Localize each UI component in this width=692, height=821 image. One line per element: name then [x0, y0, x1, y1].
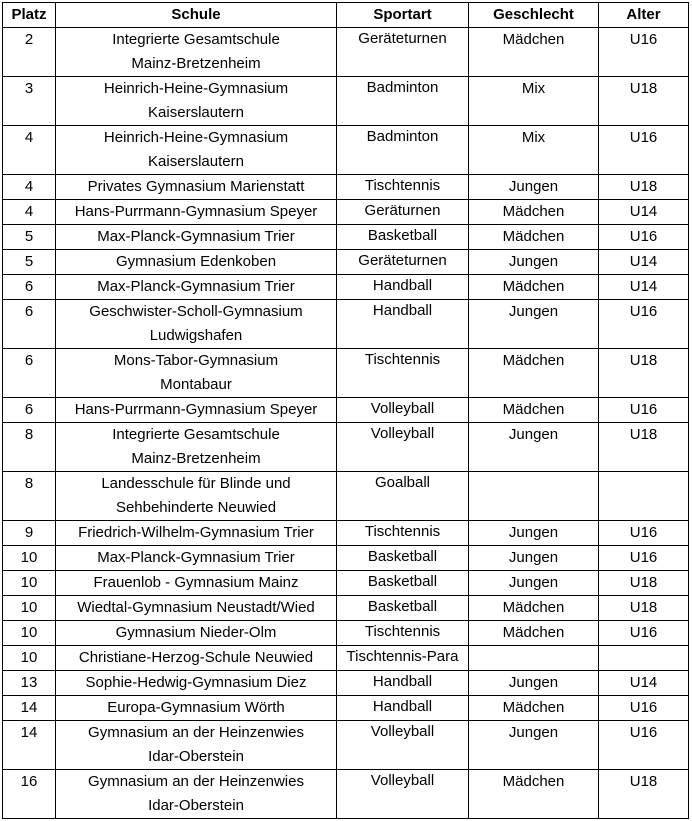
- table-row: [3, 596, 689, 621]
- cell-platz: [3, 596, 56, 621]
- sportart-value: Basketball: [367, 548, 438, 565]
- cell-sportart: [337, 596, 469, 621]
- cell-alter: [599, 126, 689, 175]
- cell-alter: [599, 646, 689, 671]
- cell-alter: [599, 596, 689, 621]
- schule-line: Mainz-Bretzenheim: [131, 450, 261, 467]
- schule-line: Frauenlob - Gymnasium Mainz: [93, 574, 299, 591]
- alter-value: U18: [629, 599, 658, 616]
- sportart-value: Geräteturnen: [358, 252, 447, 269]
- cell-sportart: [337, 200, 469, 225]
- schule-line: Idar-Oberstein: [148, 748, 244, 765]
- sportart-value: Volleyball: [370, 425, 435, 442]
- cell-sportart: [337, 225, 469, 250]
- sportart-value: Handball: [372, 302, 433, 319]
- cell-schule: [56, 423, 337, 472]
- cell-platz: [3, 300, 56, 349]
- cell-geschlecht: [469, 521, 599, 546]
- platz-value: 6: [24, 278, 34, 295]
- cell-schule: [56, 200, 337, 225]
- alter-value: U16: [629, 724, 658, 741]
- alter-value: U16: [629, 31, 658, 48]
- geschlecht-value: Jungen: [508, 426, 559, 443]
- cell-platz: [3, 671, 56, 696]
- schule-line: Privates Gymnasium Marienstatt: [87, 178, 305, 195]
- cell-schule: [56, 521, 337, 546]
- cell-platz: [3, 200, 56, 225]
- cell-platz: [3, 126, 56, 175]
- cell-sportart: [337, 696, 469, 721]
- cell-sportart: [337, 175, 469, 200]
- cell-sportart: [337, 546, 469, 571]
- cell-alter: [599, 300, 689, 349]
- cell-geschlecht: [469, 571, 599, 596]
- cell-alter: [599, 571, 689, 596]
- platz-value: 6: [24, 401, 34, 418]
- cell-schule: [56, 349, 337, 398]
- table-row: [3, 200, 689, 225]
- geschlecht-value: Mädchen: [502, 352, 565, 369]
- cell-sportart: [337, 646, 469, 671]
- geschlecht-value: Mädchen: [502, 599, 565, 616]
- table-row: [3, 225, 689, 250]
- cell-alter: [599, 398, 689, 423]
- schule-line: Max-Planck-Gymnasium Trier: [97, 228, 295, 245]
- cell-sportart: [337, 398, 469, 423]
- cell-platz: [3, 646, 56, 671]
- platz-value: 9: [24, 524, 34, 541]
- platz-value: 2: [24, 31, 34, 48]
- cell-platz: [3, 770, 56, 819]
- sportart-value: Geräteturnen: [358, 30, 447, 47]
- alter-value: U14: [629, 674, 658, 691]
- cell-platz: [3, 546, 56, 571]
- schule-line: Integrierte Gesamtschule: [112, 31, 280, 48]
- cell-sportart: [337, 721, 469, 770]
- platz-value: 10: [20, 599, 38, 616]
- cell-alter: [599, 472, 689, 521]
- cell-sportart: [337, 28, 469, 77]
- sportart-value: Tischtennis: [364, 351, 441, 368]
- cell-geschlecht: [469, 770, 599, 819]
- sportart-value: Tischtennis-Para: [346, 648, 459, 665]
- alter-value: U16: [629, 549, 658, 566]
- alter-value: U18: [629, 80, 658, 97]
- alter-value: U18: [629, 352, 658, 369]
- platz-value: 14: [20, 724, 38, 741]
- schule-line: Ludwigshafen: [149, 327, 243, 344]
- geschlecht-value: Mädchen: [502, 773, 565, 790]
- cell-geschlecht: [469, 671, 599, 696]
- schule-line: Gymnasium an der Heinzenwies: [88, 773, 304, 790]
- alter-value: U16: [629, 524, 658, 541]
- schule-line: Idar-Oberstein: [148, 797, 244, 814]
- schule-line: Integrierte Gesamtschule: [112, 426, 280, 443]
- cell-alter: [599, 77, 689, 126]
- cell-platz: [3, 275, 56, 300]
- geschlecht-value: Jungen: [508, 524, 559, 541]
- cell-alter: [599, 349, 689, 398]
- platz-value: 13: [20, 674, 38, 691]
- cell-schule: [56, 28, 337, 77]
- cell-alter: [599, 28, 689, 77]
- platz-value: 6: [24, 352, 34, 369]
- cell-schule: [56, 175, 337, 200]
- table-row: [3, 621, 689, 646]
- cell-geschlecht: [469, 250, 599, 275]
- schule-line: Montabaur: [160, 376, 232, 393]
- table-row: [3, 398, 689, 423]
- cell-geschlecht: [469, 646, 599, 671]
- geschlecht-value: Jungen: [508, 253, 559, 270]
- table-row: [3, 423, 689, 472]
- platz-value: 4: [24, 178, 34, 195]
- schule-line: Friedrich-Wilhelm-Gymnasium Trier: [78, 524, 314, 541]
- platz-value: 10: [20, 549, 38, 566]
- cell-sportart: [337, 77, 469, 126]
- table-row: [3, 300, 689, 349]
- header-sportart: Sportart: [337, 3, 469, 28]
- sportart-value: Tischtennis: [364, 177, 441, 194]
- cell-geschlecht: [469, 423, 599, 472]
- schule-line: Mons-Tabor-Gymnasium: [113, 352, 279, 369]
- cell-geschlecht: [469, 28, 599, 77]
- cell-sportart: [337, 423, 469, 472]
- cell-schule: [56, 646, 337, 671]
- schule-line: Europa-Gymnasium Wörth: [107, 699, 285, 716]
- cell-geschlecht: [469, 77, 599, 126]
- cell-alter: [599, 721, 689, 770]
- sportart-value: Volleyball: [370, 723, 435, 740]
- platz-value: 10: [20, 624, 38, 641]
- cell-platz: [3, 721, 56, 770]
- cell-platz: [3, 225, 56, 250]
- alter-value: U14: [629, 203, 658, 220]
- results-table: [2, 2, 689, 819]
- alter-value: U16: [629, 303, 658, 320]
- schule-line: Sophie-Hedwig-Gymnasium Diez: [85, 674, 307, 691]
- alter-value: U16: [629, 129, 658, 146]
- cell-geschlecht: [469, 696, 599, 721]
- cell-geschlecht: [469, 175, 599, 200]
- platz-value: 4: [24, 203, 34, 220]
- cell-alter: [599, 200, 689, 225]
- schule-line: Hans-Purrmann-Gymnasium Speyer: [74, 401, 318, 418]
- schule-line: Mainz-Bretzenheim: [131, 55, 261, 72]
- geschlecht-value: Mix: [521, 129, 546, 146]
- schule-line: Sehbehinderte Neuwied: [115, 499, 277, 516]
- cell-sportart: [337, 571, 469, 596]
- cell-sportart: [337, 275, 469, 300]
- header-geschlecht: Geschlecht: [469, 3, 599, 28]
- schule-line: Geschwister-Scholl-Gymnasium: [89, 303, 303, 320]
- table-row: [3, 175, 689, 200]
- schule-line: Kaiserslautern: [148, 104, 244, 121]
- platz-value: 5: [24, 253, 34, 270]
- cell-geschlecht: [469, 721, 599, 770]
- table-row: [3, 521, 689, 546]
- cell-platz: [3, 423, 56, 472]
- sportart-value: Basketball: [367, 573, 438, 590]
- table-row: [3, 546, 689, 571]
- cell-platz: [3, 77, 56, 126]
- cell-alter: [599, 521, 689, 546]
- alter-value: U16: [629, 401, 658, 418]
- cell-geschlecht: [469, 200, 599, 225]
- cell-sportart: [337, 621, 469, 646]
- cell-platz: [3, 398, 56, 423]
- cell-schule: [56, 671, 337, 696]
- alter-value: U14: [629, 253, 658, 270]
- sportart-value: Handball: [372, 673, 433, 690]
- cell-schule: [56, 250, 337, 275]
- schule-line: Christiane-Herzog-Schule Neuwied: [78, 649, 314, 666]
- table-row: [3, 671, 689, 696]
- platz-value: 8: [24, 426, 34, 443]
- sportart-value: Handball: [372, 277, 433, 294]
- alter-value: U18: [629, 574, 658, 591]
- alter-value: U16: [629, 624, 658, 641]
- sportart-value: Handball: [372, 698, 433, 715]
- platz-value: 4: [24, 129, 34, 146]
- cell-geschlecht: [469, 349, 599, 398]
- cell-alter: [599, 696, 689, 721]
- cell-sportart: [337, 472, 469, 521]
- platz-value: 3: [24, 80, 34, 97]
- sportart-value: Geräturnen: [364, 202, 441, 219]
- cell-schule: [56, 721, 337, 770]
- geschlecht-value: Jungen: [508, 549, 559, 566]
- geschlecht-value: Mädchen: [502, 31, 565, 48]
- geschlecht-value: Jungen: [508, 674, 559, 691]
- cell-alter: [599, 546, 689, 571]
- cell-geschlecht: [469, 300, 599, 349]
- alter-value: U16: [629, 228, 658, 245]
- cell-schule: [56, 472, 337, 521]
- geschlecht-value: Jungen: [508, 303, 559, 320]
- header-schule: Schule: [56, 3, 337, 28]
- cell-alter: [599, 225, 689, 250]
- platz-value: 16: [20, 773, 38, 790]
- schule-line: Gymnasium Edenkoben: [115, 253, 277, 270]
- schule-line: Gymnasium Nieder-Olm: [115, 624, 277, 641]
- cell-platz: [3, 250, 56, 275]
- cell-schule: [56, 546, 337, 571]
- cell-alter: [599, 175, 689, 200]
- cell-geschlecht: [469, 546, 599, 571]
- cell-alter: [599, 250, 689, 275]
- schule-line: Gymnasium an der Heinzenwies: [88, 724, 304, 741]
- cell-alter: [599, 770, 689, 819]
- geschlecht-value: Mädchen: [502, 401, 565, 418]
- alter-value: U18: [629, 426, 658, 443]
- sportart-value: Tischtennis: [364, 623, 441, 640]
- table-row: [3, 349, 689, 398]
- sportart-value: Basketball: [367, 227, 438, 244]
- table-row: [3, 571, 689, 596]
- platz-value: 6: [24, 303, 34, 320]
- cell-schule: [56, 300, 337, 349]
- cell-geschlecht: [469, 596, 599, 621]
- schule-line: Heinrich-Heine-Gymnasium: [103, 129, 289, 146]
- cell-platz: [3, 28, 56, 77]
- cell-alter: [599, 275, 689, 300]
- platz-value: 10: [20, 574, 38, 591]
- cell-schule: [56, 126, 337, 175]
- cell-schule: [56, 621, 337, 646]
- alter-value: U18: [629, 773, 658, 790]
- cell-alter: [599, 621, 689, 646]
- schule-line: Landesschule für Blinde und: [101, 475, 291, 492]
- sportart-value: Volleyball: [370, 400, 435, 417]
- schule-line: Max-Planck-Gymnasium Trier: [97, 549, 295, 566]
- cell-platz: [3, 696, 56, 721]
- cell-schule: [56, 225, 337, 250]
- cell-schule: [56, 571, 337, 596]
- geschlecht-value: Mädchen: [502, 278, 565, 295]
- geschlecht-value: Mix: [521, 80, 546, 97]
- alter-value: U14: [629, 278, 658, 295]
- cell-sportart: [337, 770, 469, 819]
- sportart-value: Goalball: [374, 474, 431, 491]
- table-body: [3, 28, 689, 819]
- cell-sportart: [337, 349, 469, 398]
- table-row: [3, 275, 689, 300]
- table-row: [3, 472, 689, 521]
- sportart-value: Badminton: [366, 128, 439, 145]
- platz-value: 14: [20, 699, 38, 716]
- geschlecht-value: Mädchen: [502, 203, 565, 220]
- cell-geschlecht: [469, 398, 599, 423]
- header-platz: Platz: [3, 3, 56, 28]
- cell-schule: [56, 275, 337, 300]
- schule-line: Max-Planck-Gymnasium Trier: [97, 278, 295, 295]
- geschlecht-value: Mädchen: [502, 699, 565, 716]
- sportart-value: Basketball: [367, 598, 438, 615]
- table-row: [3, 646, 689, 671]
- schule-line: Hans-Purrmann-Gymnasium Speyer: [74, 203, 318, 220]
- cell-sportart: [337, 126, 469, 175]
- cell-platz: [3, 571, 56, 596]
- geschlecht-value: Mädchen: [502, 624, 565, 641]
- geschlecht-value: Mädchen: [502, 228, 565, 245]
- sportart-value: Badminton: [366, 79, 439, 96]
- cell-platz: [3, 472, 56, 521]
- alter-value: U18: [629, 178, 658, 195]
- geschlecht-value: Jungen: [508, 724, 559, 741]
- table-row: [3, 126, 689, 175]
- table-row: [3, 77, 689, 126]
- cell-sportart: [337, 250, 469, 275]
- cell-alter: [599, 423, 689, 472]
- cell-schule: [56, 398, 337, 423]
- alter-value: U16: [629, 699, 658, 716]
- cell-schule: [56, 596, 337, 621]
- cell-geschlecht: [469, 126, 599, 175]
- table-row: [3, 250, 689, 275]
- cell-geschlecht: [469, 621, 599, 646]
- schule-line: Wiedtal-Gymnasium Neustadt/Wied: [77, 599, 315, 616]
- cell-platz: [3, 621, 56, 646]
- cell-alter: [599, 671, 689, 696]
- cell-schule: [56, 77, 337, 126]
- header-alter: Alter: [599, 3, 689, 28]
- cell-geschlecht: [469, 275, 599, 300]
- cell-platz: [3, 175, 56, 200]
- cell-geschlecht: [469, 225, 599, 250]
- platz-value: 8: [24, 475, 34, 492]
- cell-platz: [3, 349, 56, 398]
- cell-schule: [56, 770, 337, 819]
- platz-value: 5: [24, 228, 34, 245]
- sportart-value: Tischtennis: [364, 523, 441, 540]
- cell-geschlecht: [469, 472, 599, 521]
- table-row: [3, 696, 689, 721]
- cell-sportart: [337, 671, 469, 696]
- cell-sportart: [337, 521, 469, 546]
- cell-schule: [56, 696, 337, 721]
- platz-value: 10: [20, 649, 38, 666]
- schule-line: Heinrich-Heine-Gymnasium: [103, 80, 289, 97]
- sportart-value: Volleyball: [370, 772, 435, 789]
- schule-line: Kaiserslautern: [148, 153, 244, 170]
- table-row: [3, 770, 689, 819]
- table-row: [3, 721, 689, 770]
- header-row: [3, 3, 689, 28]
- geschlecht-value: Jungen: [508, 178, 559, 195]
- cell-platz: [3, 521, 56, 546]
- cell-sportart: [337, 300, 469, 349]
- geschlecht-value: Jungen: [508, 574, 559, 591]
- table-row: [3, 28, 689, 77]
